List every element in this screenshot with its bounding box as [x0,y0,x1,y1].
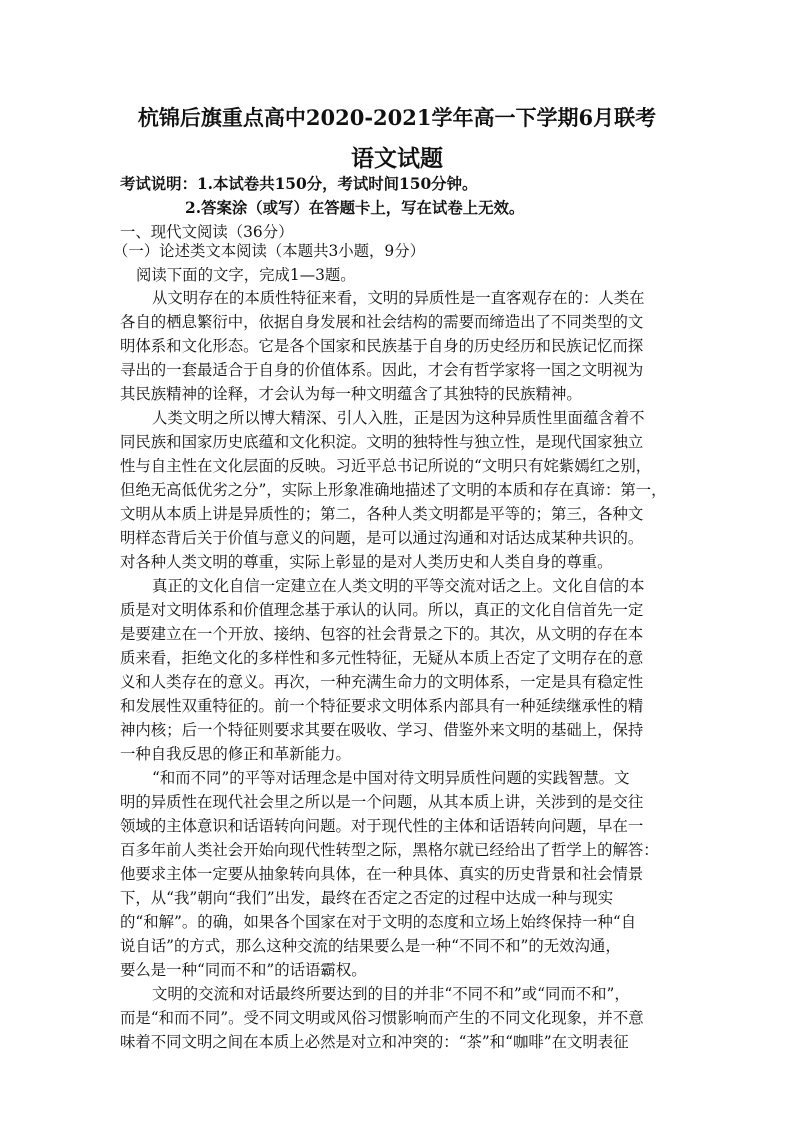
section-heading: 一、现代文阅读（36分） [120,223,294,241]
text-line: 百多年前人类社会开始向现代性转型之际，黑格尔就已经给出了哲学上的解答： [120,841,659,859]
text-line: 义和人类存在的意义。再次，一种充满生命力的文明体系，一定是具有稳定性 [120,673,644,691]
text-line: 同民族和国家历史底蕴和文化积淀。文明的独特性与独立性，是现代国家独立 [120,433,644,451]
text-line: 文明从本质上讲是异质性的；第二，各种人类文明都是平等的；第三，各种文 [120,505,644,523]
subsection-heading: （一）论述类文本阅读（本题共3小题，9分） [113,242,426,260]
text-line: 而是“和而不同”。受不同文明或风俗习惯影响而产生的不同文化现象，并不意 [120,1009,644,1027]
text-line: 文明的交流和对话最终所要达到的目的并非“不同不和”或“同而不和”， [152,985,630,1003]
text-line: 说自话”的方式，那么这种交流的结果要么是一种“不同不和”的无效沟通， [120,937,621,955]
text-line: 质是对文明体系和价值理念基于承认的认同。所以，真正的文化自信首先一定 [120,601,644,619]
text-line: 一种自我反思的修正和革新能力。 [120,745,351,763]
text-line: 味着不同文明之间在本质上必然是对立和冲突的：“茶”和“咖啡”在文明表征 [120,1033,629,1051]
text-line: “和而不同”的平等对话理念是中国对待文明异质性问题的实践智慧。文 [152,769,630,787]
text-line: 人类文明之所以博大精深、引人入胜，正是因为这种异质性里面蕴含着不 [152,409,645,427]
text-line: 下，从“我”朝向“我们”出发，最终在否定之否定的过程中达成一种与现实 [120,889,614,907]
text-line: 但绝无高低优劣之分”，实际上形象准确地描述了文明的本质和存在真谛：第一， [120,481,667,499]
instructions-line-2: 2.答案涂（或写）在答题卡上，写在试卷上无效。 [185,199,525,217]
exam-subtitle: 语文试题 [351,145,443,172]
reading-prompt: 阅读下面的文字，完成1—3题。 [136,266,356,284]
text-line: 明体系和文化形态。它是各个国家和民族基于自身的历史经历和民族记忆而探 [120,337,644,355]
text-line: 神内核；后一个特征则要求其要在吸收、学习、借鉴外来文明的基础上，保持 [120,721,644,739]
text-line: 的“和解”。的确，如果各个国家在对于文明的态度和立场上始终保持一种“自 [120,913,637,931]
text-line: 各自的栖息繁衍中，依据自身发展和社会结构的需要而缔造出了不同类型的文 [120,313,644,331]
text-line: 其民族精神的诠释，才会认为每一种文明蕴含了其独特的民族精神。 [120,385,582,403]
text-line: 要么是一种“同而不和”的话语霸权。 [120,961,367,979]
text-line: 对各种人类文明的尊重，实际上彰显的是对人类历史和人类自身的尊重。 [120,553,613,571]
text-line: 他要求主体一定要从抽象转向具体，在一种具体、真实的历史背景和社会情景 [120,865,644,883]
text-line: 真正的文化自信一定建立在人类文明的平等交流对话之上。文化自信的本 [152,577,645,595]
text-line: 领域的主体意识和话语转向问题。对于现代性的主体和话语转向问题，早在一 [120,817,644,835]
text-line: 性与自主性在文化层面的反映。习近平总书记所说的“文明只有姹紫嫣红之别， [120,457,652,475]
text-line: 和发展性双重特征的。前一个特征要求文明体系内部具有一种延续继承性的精 [120,697,644,715]
text-line: 明的异质性在现代社会里之所以是一个问题，从其本质上讲，关涉到的是交往 [120,793,644,811]
text-line: 寻出的一套最适合于自身的价值体系。因此，才会有哲学家将一国之文明视为 [120,361,644,379]
text-line: 是要建立在一个开放、接纳、包容的社会背景之下的。其次，从文明的存在本 [120,625,644,643]
instructions-line-1: 考试说明：1.本试卷共150分，考试时间150分钟。 [120,175,478,193]
text-line: 明样态背后关于价值与意义的问题，是可以通过沟通和对话达成某种共识的。 [120,529,644,547]
text-line: 质来看，拒绝文化的多样性和多元性特征，无疑从本质上否定了文明存在的意 [120,649,644,667]
exam-title: 杭锦后旗重点高中2020-2021学年高一下学期6月联考 [137,105,657,130]
text-line: 从文明存在的本质性特征来看，文明的异质性是一直客观存在的：人类在 [152,289,645,307]
